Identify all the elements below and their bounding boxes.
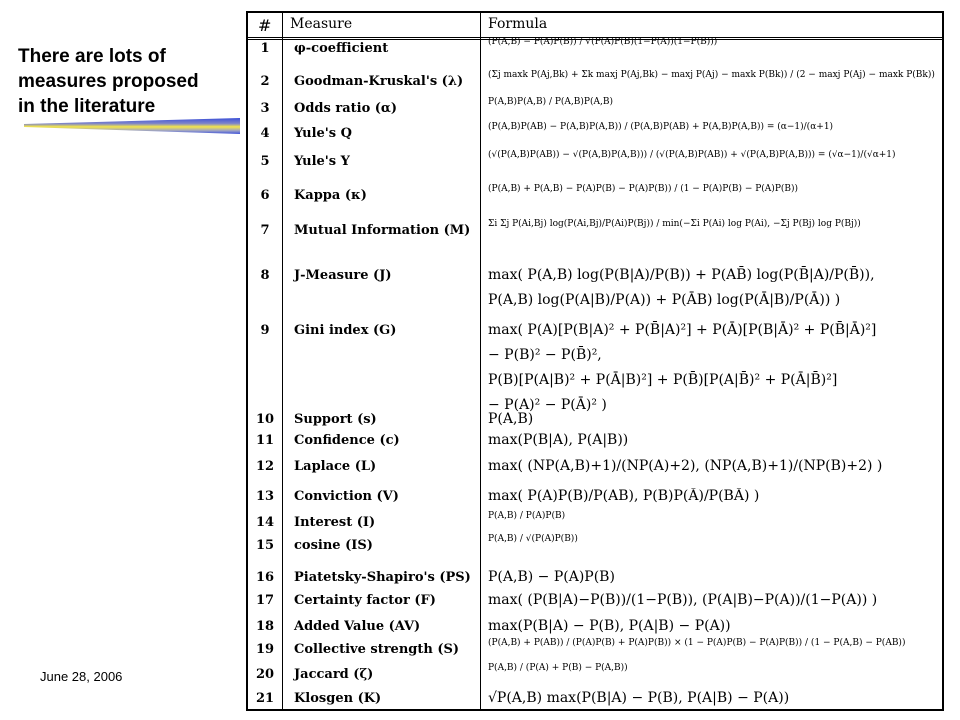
column-divider (480, 13, 481, 709)
measure-name: Confidence (c) (294, 433, 400, 448)
measure-name: Laplace (L) (294, 459, 377, 474)
row-number: 17 (255, 593, 275, 608)
title-line: measures proposed (18, 71, 199, 92)
header-formula: Formula (488, 16, 548, 32)
measure-name: Conviction (V) (294, 489, 399, 504)
measure-formula: max(P(B|A) − P(B), P(A|B) − P(A)) (488, 618, 731, 634)
measure-name: Odds ratio (α) (294, 101, 398, 116)
measure-formula: P(A,B) − P(A)P(B) (488, 569, 615, 585)
measure-name: Support (s) (294, 412, 377, 427)
measure-formula: max( P(A,B) log(P(B|A)/P(B)) + P(AB̄) log(P(B̄|A)/P(B̄)), P(A,B) log(P(A|B)/P(A)) + P(ĀB) log(P(Ā|B)/P(Ā)) ) (488, 267, 875, 308)
row-number: 4 (260, 126, 270, 141)
measure-formula: P(A,B) / P(A)P(B) (488, 511, 566, 521)
measure-formula: Σi Σj P(Ai,Bj) log(P(Ai,Bj)/P(Ai)P(Bj)) / min(−Σi P(Ai) log P(Ai), −Σj P(Bj) log P(Bj)) (488, 219, 861, 229)
header-number: # (258, 16, 272, 35)
measure-formula: (P(A,B) + P(ĀB̄)) / (P(A)P(B) + P(Ā)P(B̄)) × (1 − P(A)P(B) − P(Ā)P(B̄)) / (1 − P(A,B) − P(ĀB̄)) (488, 638, 906, 648)
measure-name: φ-coefficient (294, 41, 389, 56)
column-divider (282, 13, 283, 709)
row-number: 19 (255, 642, 275, 657)
measure-formula: max( (NP(A,B)+1)/(NP(A)+2), (NP(A,B)+1)/(NP(B)+2) ) (488, 458, 883, 474)
table-header (248, 13, 942, 38)
measure-formula: (P(A,B) + P(Ā,B̄) − P(A)P(B) − P(Ā)P(B̄)) / (1 − P(A)P(B) − P(Ā)P(B̄)) (488, 184, 799, 194)
measure-formula: P(A,B) (488, 411, 534, 427)
row-number: 3 (260, 101, 270, 116)
measure-name: Klosgen (K) (294, 691, 382, 706)
measure-name: Gini index (G) (294, 323, 397, 338)
title-line: There are lots of (18, 46, 166, 67)
measure-formula: max( P(A)[P(B|A)² + P(B̄|A)²] + P(Ā)[P(B|Ā)² + P(B̄|Ā)²] − P(B)² − P(B̄)², P(B)[P(A|B)² + P(Ā|B)²] + P(B̄)[P(A|B̄)² + P(Ā|B̄)²] − P(A)² − P(Ā)² ) (488, 322, 877, 413)
row-number: 14 (255, 515, 275, 530)
row-number: 15 (255, 538, 275, 553)
row-number: 5 (260, 154, 270, 169)
measure-name: Kappa (κ) (294, 188, 367, 203)
measure-formula: max(P(B|A), P(A|B)) (488, 432, 629, 448)
measure-formula: P(A,B) / √(P(A)P(B)) (488, 534, 578, 544)
row-number: 21 (255, 691, 275, 706)
title-line: in the literature (18, 96, 156, 117)
row-number: 20 (255, 667, 275, 682)
slide-date: June 28, 2006 (40, 669, 123, 684)
measure-formula: P(A,B)P(Ā,B̄) / P(A,B̄)P(Ā,B) (488, 97, 613, 107)
measure-name: Collective strength (S) (294, 642, 460, 657)
measures-table (246, 11, 944, 711)
measure-name: Mutual Information (M) (294, 223, 471, 238)
measure-name: Yule's Q (294, 126, 352, 141)
measure-formula: (Σj maxk P(Aj,Bk) + Σk maxj P(Aj,Bk) − maxj P(Aj) − maxk P(Bk)) / (2 − maxj P(Aj) − maxk P(Bk)) (488, 70, 935, 80)
measure-name: Jaccard (ζ) (294, 667, 374, 682)
measure-formula: max( P(A)P(B̄)/P(AB̄), P(B)P(Ā)/P(BĀ) ) (488, 488, 760, 504)
row-number: 10 (255, 412, 275, 427)
row-number: 8 (260, 268, 270, 283)
measure-name: Yule's Y (294, 154, 350, 169)
row-number: 13 (255, 489, 275, 504)
title-underline-bar (24, 118, 240, 134)
row-number: 18 (255, 619, 275, 634)
measure-formula: P(A,B) / (P(A) + P(B) − P(A,B)) (488, 663, 628, 673)
measure-name: J-Measure (J) (294, 268, 392, 283)
measure-formula: max( (P(B|A)−P(B))/(1−P(B)), (P(A|B)−P(A))/(1−P(A)) ) (488, 592, 878, 608)
measure-formula: (P(A,B)P(ĀB̄) − P(A,B̄)P(Ā,B)) / (P(A,B)P(ĀB̄) + P(A,B̄)P(Ā,B)) = (α−1)/(α+1) (488, 122, 834, 132)
row-number: 16 (255, 570, 275, 585)
measure-name: Goodman-Kruskal's (λ) (294, 74, 464, 89)
measure-name: Interest (I) (294, 515, 376, 530)
measure-formula: (P(A,B) − P(A)P(B)) / √(P(A)P(B)(1−P(A))(1−P(B))) (488, 37, 718, 47)
slide-title (18, 44, 240, 119)
measure-name: Added Value (AV) (294, 619, 421, 634)
measure-formula: (√(P(A,B)P(ĀB̄)) − √(P(A,B̄)P(Ā,B))) / (√(P(A,B)P(ĀB̄)) + √(P(A,B̄)P(Ā,B))) = (√α−1)/(√α+1) (488, 150, 896, 160)
measure-name: Certainty factor (F) (294, 593, 436, 608)
row-number: 12 (255, 459, 275, 474)
measure-name: cosine (IS) (294, 538, 373, 553)
measure-formula: √P(A,B) max(P(B|A) − P(B), P(A|B) − P(A)) (488, 690, 790, 706)
row-number: 6 (260, 188, 270, 203)
measure-name: Piatetsky-Shapiro's (PS) (294, 570, 471, 585)
row-number: 9 (260, 323, 270, 338)
row-number: 7 (260, 223, 270, 238)
header-measure: Measure (290, 16, 353, 32)
row-number: 11 (255, 433, 275, 448)
row-number: 1 (260, 41, 270, 56)
row-number: 2 (260, 74, 270, 89)
